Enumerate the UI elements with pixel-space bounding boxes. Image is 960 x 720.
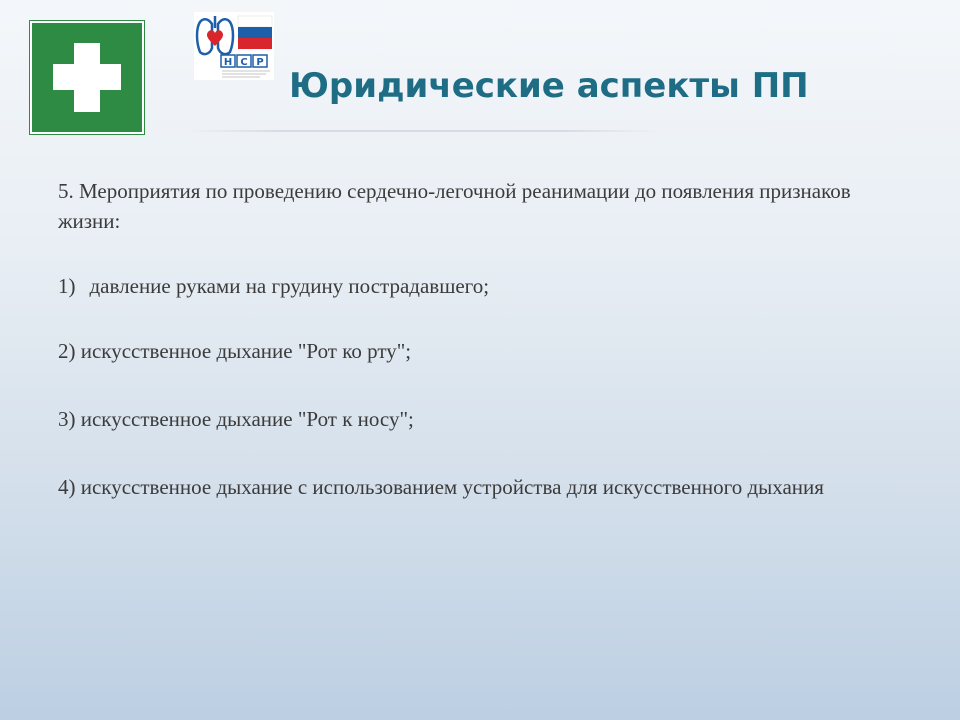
nsr-logo: [194, 12, 274, 80]
logo-letter-3: Р: [256, 57, 264, 68]
intro-paragraph: 5. Мероприятия по проведению сердечно-легочной реанимации до появления признаков жизни:: [58, 179, 851, 233]
cross-horizontal-bar: [53, 64, 121, 90]
logo-letter-1: Н: [223, 57, 233, 68]
slide-title: Юридические аспекты ПП: [289, 66, 809, 106]
list-item-number: 4): [58, 475, 76, 499]
list-item-number: 1): [58, 274, 76, 298]
heart-lungs-flag-icon: [194, 12, 274, 80]
list-item-text: искусственное дыхание с использованием устройства для искусственного дыхания: [80, 475, 824, 499]
list-item: [58, 404, 414, 434]
logo-letter-2: С: [240, 57, 248, 68]
list-item: [58, 336, 411, 366]
list-item: [58, 271, 489, 301]
list-item: [58, 472, 868, 502]
list-item-text: искусственное дыхание "Рот к носу";: [80, 407, 414, 431]
title-divider: [185, 130, 660, 132]
first-aid-cross-icon: [30, 21, 144, 134]
list-item-number: 3): [58, 407, 76, 431]
list-item-text: давление руками на грудину пострадавшего;: [89, 274, 490, 298]
list-item-text: искусственное дыхание "Рот ко рту";: [80, 339, 412, 363]
list-item-number: 2): [58, 339, 76, 363]
